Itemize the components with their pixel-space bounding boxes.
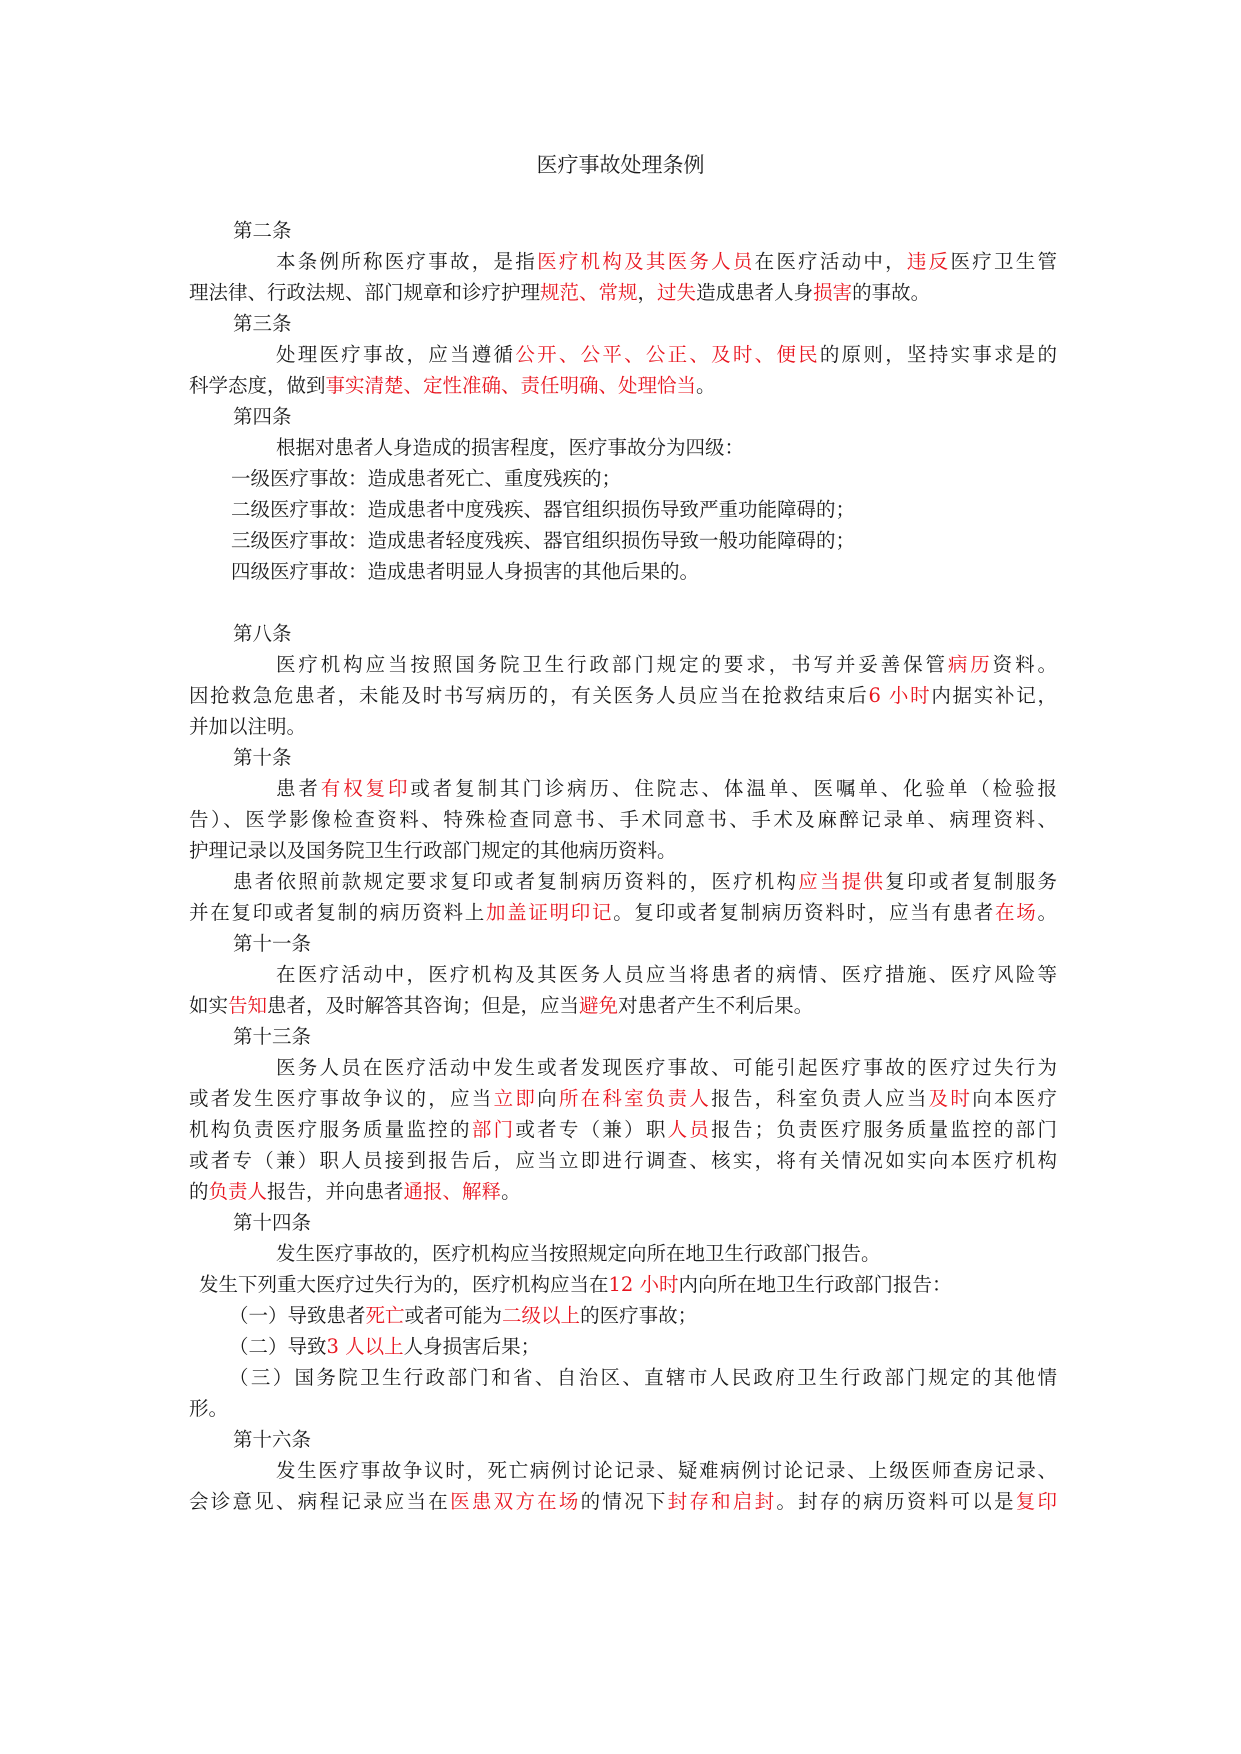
line-text	[189, 1397, 228, 1420]
highlighted-term: 有权复印	[320, 777, 411, 800]
text-line	[189, 1269, 1057, 1300]
line-text	[233, 1211, 311, 1234]
text-line	[189, 1145, 1057, 1176]
highlighted-term: 所在科室负责人	[558, 1087, 712, 1110]
text-segment: 。复印或者复制病历资料时，应当有患者	[613, 901, 996, 924]
highlighted-term: 6 小时	[868, 684, 932, 707]
highlighted-term: 过失	[657, 281, 697, 304]
text-segment: 在医疗活动中，医疗机构及其医务人员应当将患者的病情、医疗措施、医疗风险等	[276, 963, 1057, 986]
text-segment: 的原则，坚持实事求是的	[819, 343, 1057, 366]
text-segment: 或者专（兼）职人员接到报告后，应当立即进行调查、核实，将有关情况如实向本医疗机构	[189, 1149, 1057, 1172]
text-line	[189, 525, 1057, 556]
line-text	[189, 715, 306, 738]
text-line	[189, 1455, 1057, 1486]
line-text	[189, 1114, 1057, 1145]
line-text	[276, 436, 744, 459]
highlighted-term: 封存和启封	[667, 1490, 777, 1513]
text-line	[189, 1362, 1057, 1393]
text-segment: 报告；负责医疗服务质量监控的部门	[711, 1118, 1057, 1141]
text-line	[189, 1393, 1057, 1424]
text-line	[189, 1238, 1057, 1269]
text-line	[189, 1300, 1057, 1331]
text-line	[189, 339, 1057, 370]
text-segment: 第十四条	[233, 1211, 312, 1234]
text-segment: 三级医疗事故：造成患者轻度残疾、器官组织损伤导致一般功能障碍的；	[231, 529, 856, 552]
text-segment: 科学态度，做到	[189, 374, 326, 397]
line-text	[189, 1083, 1057, 1114]
text-line	[189, 1052, 1057, 1083]
text-segment: 。	[501, 1180, 521, 1203]
line-text	[233, 1025, 311, 1048]
highlighted-term: 死亡	[365, 1304, 405, 1327]
article-heading	[189, 1207, 1057, 1238]
text-segment: 第十三条	[233, 1025, 312, 1048]
text-segment: 内向所在地卫生行政部门报告：	[678, 1273, 952, 1296]
text-segment: 患者依照前款规定要求复印或者复制病历资料的，医疗机构	[233, 870, 799, 893]
text-segment: 发生医疗事故争议时，死亡病例讨论记录、疑难病例讨论记录、上级医师查房记录、	[276, 1459, 1057, 1482]
line-text	[189, 680, 1057, 711]
text-segment: 第十一条	[233, 932, 312, 955]
text-line	[189, 804, 1057, 835]
text-segment: （三）国务院卫生行政部门和省、自治区、直辖市人民政府卫生行政部门规定的其他情	[229, 1366, 1057, 1389]
line-text	[189, 897, 1057, 928]
text-segment: 机构负责医疗服务质量监控的	[189, 1118, 472, 1141]
text-segment: 第二条	[233, 219, 292, 242]
highlighted-term: 医疗机构及其医务人员	[537, 250, 755, 273]
highlighted-term: 避免	[579, 994, 619, 1017]
highlighted-term: 二级以上	[502, 1304, 581, 1327]
line-text	[189, 839, 677, 862]
line-text	[189, 374, 716, 397]
line-text	[229, 1304, 697, 1327]
line-text	[233, 746, 292, 769]
line-text	[276, 1242, 881, 1265]
line-text	[189, 1180, 521, 1203]
text-segment: 向本医疗	[972, 1087, 1057, 1110]
text-segment: 会诊意见、病程记录应当在	[189, 1490, 451, 1513]
text-line	[189, 649, 1057, 680]
text-line	[189, 897, 1057, 928]
line-text	[233, 1428, 311, 1451]
text-segment: 根据对患者人身造成的损害程度，医疗事故分为四级：	[276, 436, 745, 459]
text-segment: （一）导致患者	[229, 1304, 366, 1327]
line-text	[189, 1486, 1057, 1517]
article-heading	[189, 1021, 1057, 1052]
article-heading	[189, 215, 1057, 246]
text-segment: 的	[189, 1180, 209, 1203]
text-segment: 。	[696, 374, 716, 397]
text-segment: 二级医疗事故：造成患者中度残疾、器官组织损伤导致严重功能障碍的；	[231, 498, 856, 521]
line-text	[233, 866, 1057, 897]
highlighted-term: 加盖证明印记	[485, 901, 614, 924]
text-line	[189, 680, 1057, 711]
text-segment: 发生医疗事故的，医疗机构应当按照规定向所在地卫生行政部门报告。	[276, 1242, 881, 1265]
text-segment: 向	[537, 1087, 559, 1110]
text-segment: 形。	[189, 1397, 229, 1420]
line-text	[231, 560, 699, 583]
highlighted-term: 负责人	[208, 1180, 268, 1203]
article-heading	[189, 928, 1057, 959]
line-text	[199, 1273, 952, 1296]
text-segment: 复印或者复制服务	[885, 870, 1057, 893]
text-segment: 一级医疗事故：造成患者死亡、重度残疾的；	[231, 467, 622, 490]
text-segment: 发生下列重大医疗过失行为的，医疗机构应当在	[199, 1273, 609, 1296]
text-line	[189, 463, 1057, 494]
text-line	[189, 990, 1057, 1021]
line-text	[276, 246, 1057, 277]
document-title: 医疗事故处理条例	[536, 153, 705, 177]
text-segment: 第十六条	[233, 1428, 312, 1451]
text-segment: 四级医疗事故：造成患者明显人身损害的其他后果的。	[231, 560, 700, 583]
text-line	[189, 494, 1057, 525]
text-segment: 对患者产生不利后果。	[618, 994, 814, 1017]
text-segment: 。封存的病历资料可以是	[776, 1490, 1016, 1513]
highlighted-term: 病历	[947, 653, 993, 676]
text-segment: ，	[637, 281, 658, 304]
text-line	[189, 370, 1057, 401]
highlighted-term: 立即	[493, 1087, 538, 1110]
line-text	[231, 467, 621, 490]
text-segment: 或者可能为	[404, 1304, 503, 1327]
highlighted-term: 复印	[1015, 1490, 1057, 1513]
article-heading	[189, 308, 1057, 339]
text-segment: 。	[1037, 901, 1057, 924]
highlighted-term: 在场	[995, 901, 1038, 924]
highlighted-term: 12 小时	[608, 1273, 679, 1296]
text-line	[189, 773, 1057, 804]
text-segment: 如实	[189, 994, 229, 1017]
line-text	[276, 1455, 1057, 1486]
text-segment: 或者复制其门诊病历、住院志、体温单、医嘱单、化验单（检验报	[410, 777, 1057, 800]
text-segment: 告）、医学影像检查资料、特殊检查同意书、手术同意书、手术及麻醉记录单、病理资料、	[189, 808, 1057, 831]
highlighted-term: 规范、常规	[540, 281, 638, 304]
line-text	[229, 1335, 540, 1358]
text-segment: 第八条	[233, 622, 292, 645]
line-text	[233, 405, 292, 428]
text-line	[189, 556, 1057, 587]
line-text	[276, 339, 1057, 370]
line-text	[276, 649, 1057, 680]
text-segment: 第十条	[233, 746, 292, 769]
text-segment: （二）导致	[229, 1335, 327, 1358]
line-text	[189, 994, 813, 1017]
highlighted-term: 医患双方在场	[450, 1490, 581, 1513]
line-text	[231, 529, 855, 552]
text-segment: 的医疗事故；	[580, 1304, 698, 1327]
text-segment: 患者，及时解答其咨询；但是，应当	[267, 994, 580, 1017]
article-heading	[189, 401, 1057, 432]
highlighted-term: 人员	[667, 1118, 712, 1141]
highlighted-term: 3 人以上	[326, 1335, 404, 1358]
text-segment: 资料。	[992, 653, 1057, 676]
line-text	[233, 932, 311, 955]
line-text	[189, 1145, 1057, 1176]
line-text	[276, 1052, 1057, 1083]
highlighted-term: 及时	[928, 1087, 973, 1110]
line-text	[229, 1362, 1057, 1393]
text-segment: 内据实补记，	[931, 684, 1057, 707]
article-heading	[189, 1424, 1057, 1455]
highlighted-term: 损害	[813, 281, 853, 304]
text-segment: 医务人员在医疗活动中发生或者发现医疗事故、可能引起医疗事故的医疗过失行为	[276, 1056, 1057, 1079]
text-line	[189, 277, 1057, 308]
text-segment: 本条例所称医疗事故，是指	[276, 250, 538, 273]
text-line	[189, 711, 1057, 742]
text-segment: 并加以注明。	[189, 715, 307, 738]
text-line	[189, 1486, 1057, 1517]
text-segment: 护理记录以及国务院卫生行政部门规定的其他病历资料。	[189, 839, 677, 862]
text-line	[189, 959, 1057, 990]
article-heading	[189, 742, 1057, 773]
text-line	[189, 1176, 1057, 1207]
text-segment: 第四条	[233, 405, 292, 428]
highlighted-term: 公开、公平、公正、及时、便民	[515, 343, 820, 366]
highlighted-term: 违反	[906, 250, 951, 273]
line-text	[189, 281, 930, 304]
text-segment: 或者发生医疗事故争议的，应当	[189, 1087, 494, 1110]
line-text	[233, 312, 292, 335]
text-line	[189, 1331, 1057, 1362]
text-segment: 造成患者人身	[696, 281, 814, 304]
line-text	[233, 622, 292, 645]
line-text	[231, 498, 855, 521]
text-segment: 因抢救急危患者，未能及时书写病历的，有关医务人员应当在抢救结束后	[189, 684, 869, 707]
text-segment: 在医疗活动中，	[754, 250, 907, 273]
text-line	[189, 835, 1057, 866]
text-segment: 的情况下	[580, 1490, 668, 1513]
line-text	[189, 804, 1057, 835]
text-segment: 医疗卫生管	[950, 250, 1057, 273]
text-segment: 的事故。	[852, 281, 931, 304]
line-text	[276, 773, 1057, 804]
text-line	[189, 246, 1057, 277]
highlighted-term: 事实清楚、定性准确、责任明确、处理恰当	[325, 374, 697, 397]
line-text	[276, 959, 1057, 990]
text-line	[189, 432, 1057, 463]
text-segment: 人身损害后果；	[403, 1335, 541, 1358]
article-heading	[189, 618, 1057, 649]
line-text	[233, 219, 292, 242]
highlighted-term: 告知	[228, 994, 268, 1017]
text-line	[189, 1083, 1057, 1114]
paragraph-gap	[189, 587, 1057, 618]
highlighted-term: 应当提供	[798, 870, 886, 893]
text-segment: 处理医疗事故，应当遵循	[276, 343, 516, 366]
text-segment: 医疗机构应当按照国务院卫生行政部门规定的要求，书写并妥善保管	[276, 653, 948, 676]
text-segment: 第三条	[233, 312, 292, 335]
text-line	[189, 1114, 1057, 1145]
text-segment: 理法律、行政法规、部门规章和诊疗护理	[189, 281, 541, 304]
text-segment: 报告，科室负责人应当	[711, 1087, 929, 1110]
text-segment: 报告，并向患者	[267, 1180, 404, 1203]
text-line	[189, 866, 1057, 897]
document-body	[189, 215, 1057, 1517]
highlighted-term: 通报、解释	[403, 1180, 502, 1203]
highlighted-term: 部门	[471, 1118, 516, 1141]
text-segment: 或者专（兼）职	[515, 1118, 668, 1141]
text-segment: 并在复印或者复制的病历资料上	[189, 901, 486, 924]
text-segment: 患者	[276, 777, 321, 800]
